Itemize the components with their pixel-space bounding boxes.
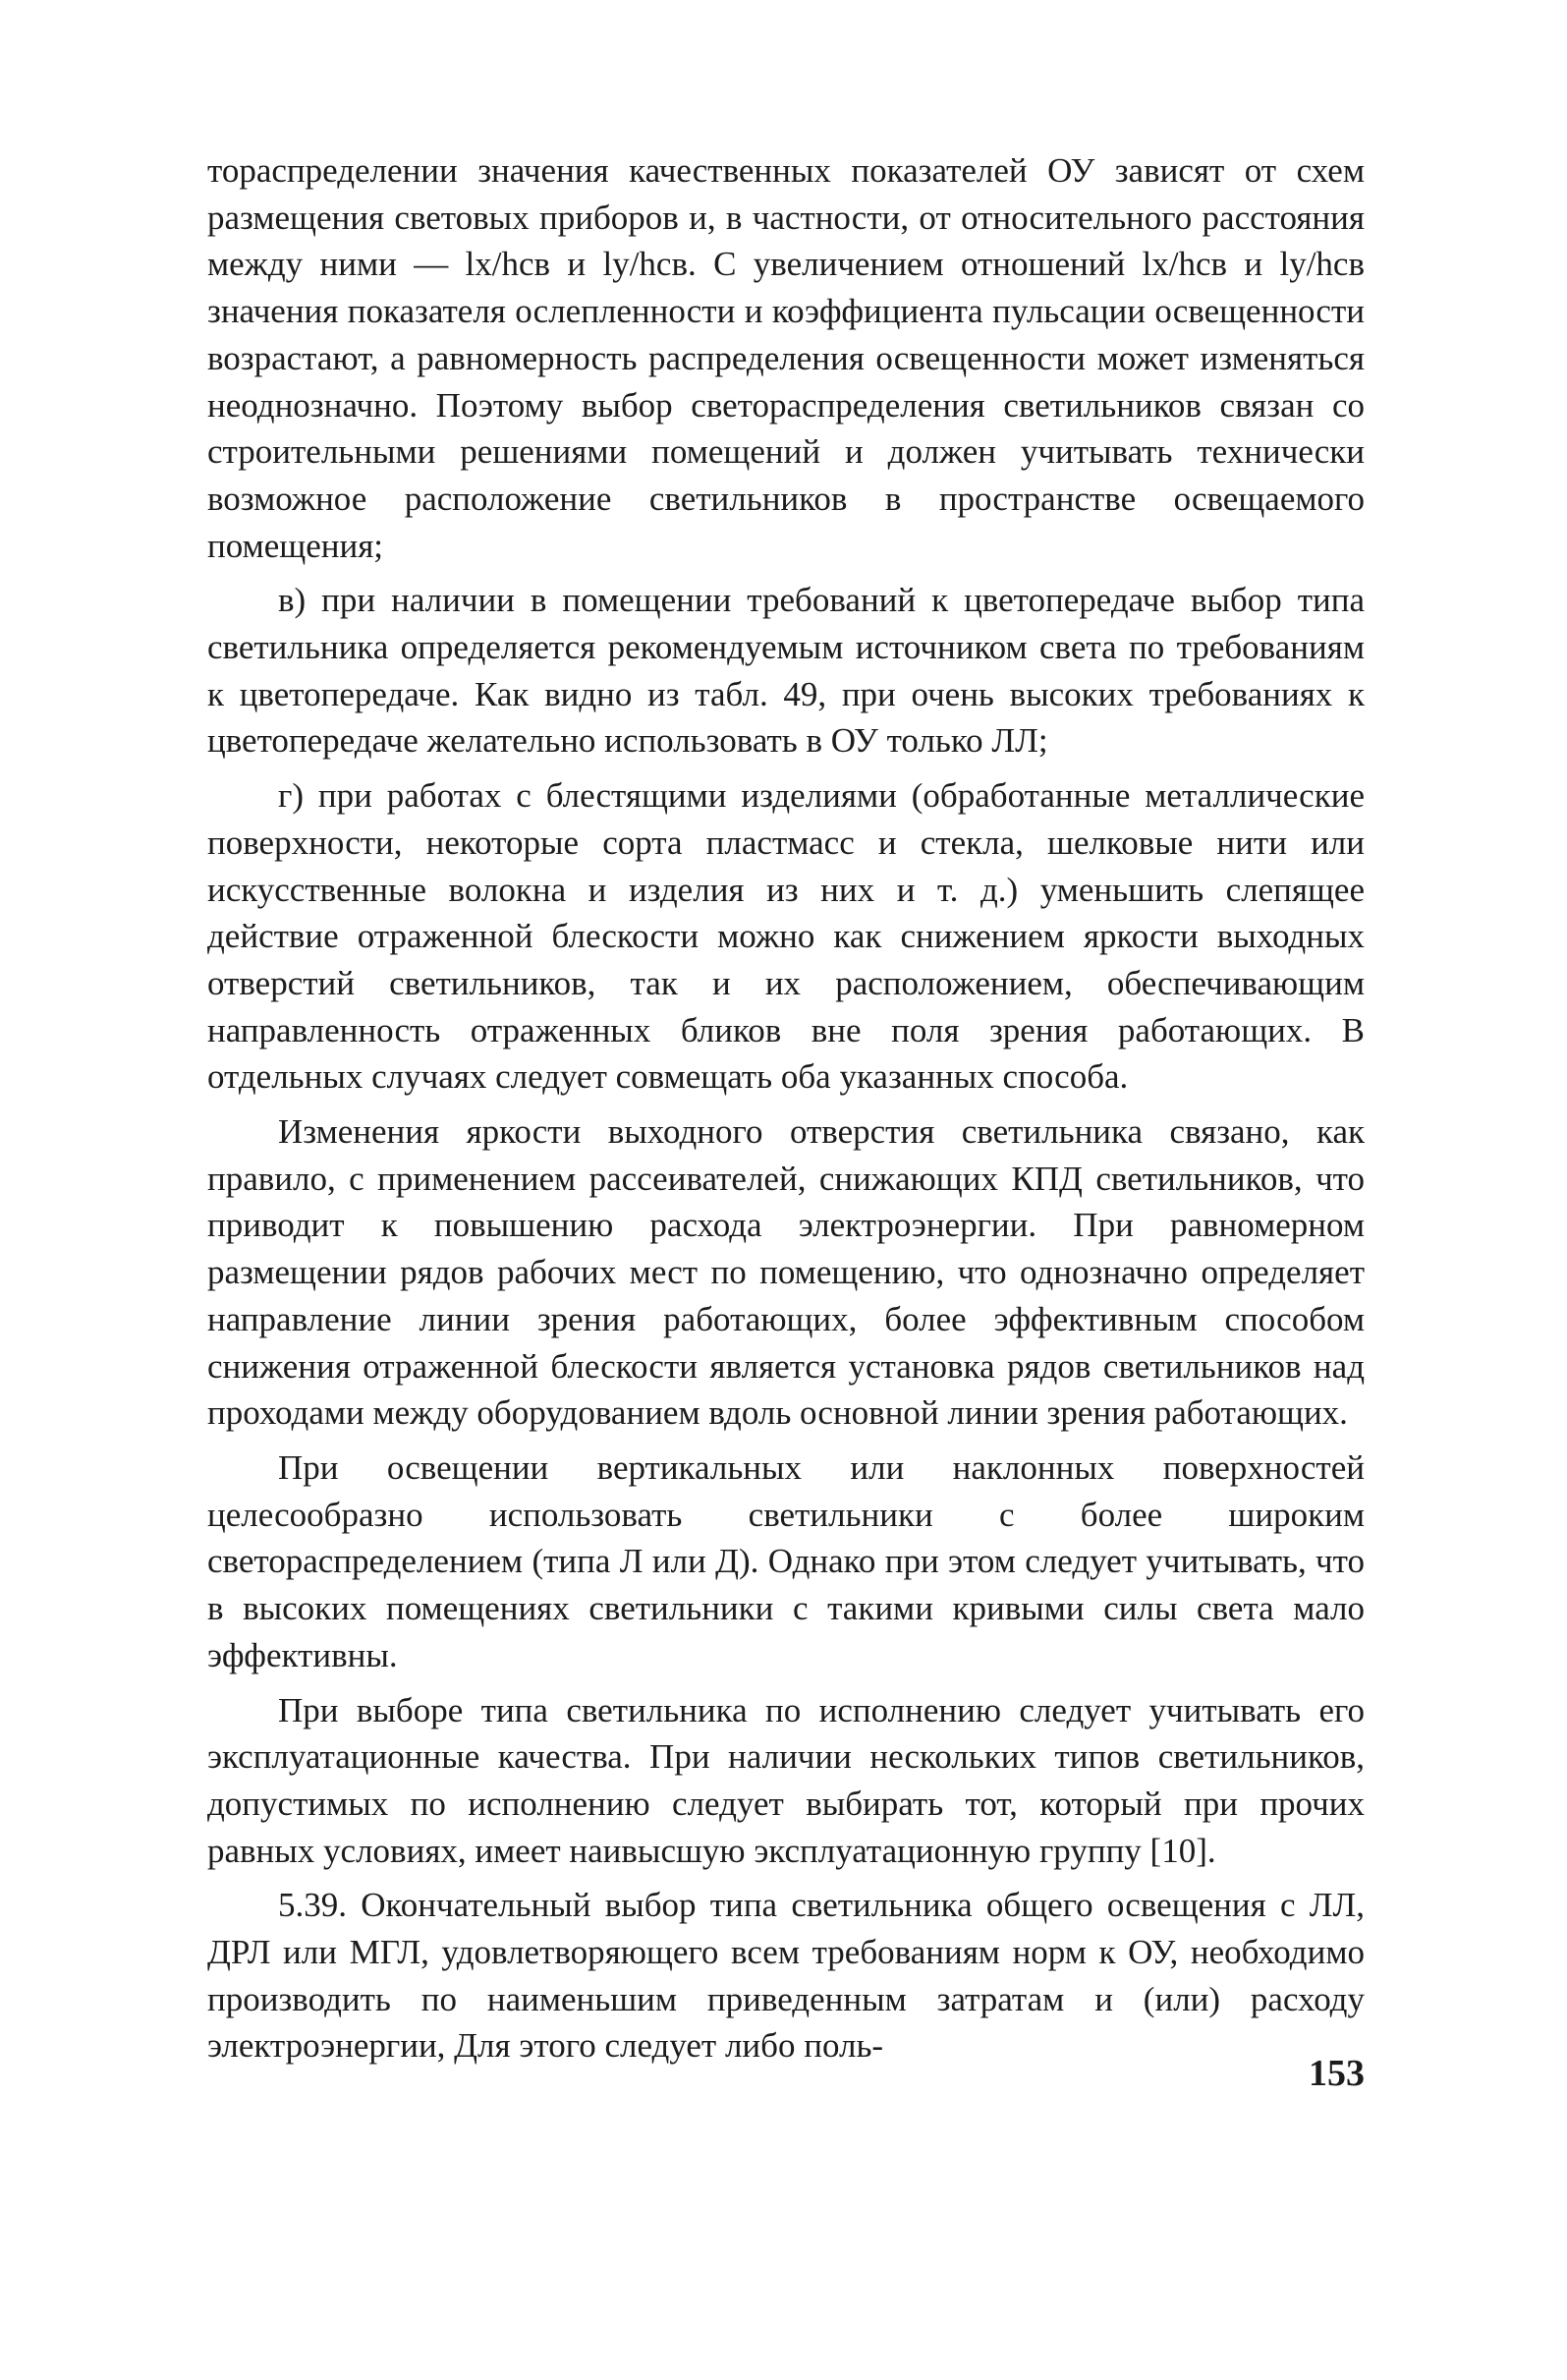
paragraph-brightness: Изменения яркости выходного отверстия светильника связано, как правило, с применением рассеивателей, снижающих КПД светильников, что приводит к повышению расхода электроэнергии. При равномерном размещении рядов рабочих мест по помещению, что однозначно определяет направление линии зрения работающих, более эффективным способом снижения отраженной блескости является установка рядов светильников над проходами между оборудованием вдоль основной линии зрения работающих.: [207, 1112, 1365, 1433]
paragraph-vertical-surfaces: При освещении вертикальных или наклонных поверхностей целесообразно использовать светильники с более широким светораспределением (типа Л или Д). Однако при этом следует учитывать, что в высоких помещениях светильники с такими кривыми силы света мало эффективны.: [207, 1447, 1365, 1674]
paragraph-execution-type: При выборе типа светильника по исполнению следует учитывать его эксплуатационные качества. При наличии нескольких типов светильников, допустимых по исполнению следует выбирать тот, который при прочих равных условиях, имеет наивысшую эксплуатационную группу [10].: [207, 1690, 1365, 1870]
paragraph-section-5-39: 5.39. Окончательный выбор типа светильника общего освещения с ЛЛ, ДРЛ или МГЛ, удовлетворяющего всем требованиям норм к ОУ, необходимо производить по наименьшим приведенным затратам и (или) расходу электроэнергии, Для этого следует либо поль-: [207, 1886, 1365, 2066]
paragraph-continuation: тораспределении значения качественных показателей ОУ зависят от схем размещения световых приборов и, в частности, от относительного расстояния между ними — lx/hсв и ly/hсв. С увеличением отношений lx/hсв и ly/hсв значения показателя ослепленности и коэффициента пульсации освещенности возрастают, а равномерность распределения освещенности может изменяться неоднозначно. Поэтому выбор светораспределения светильников связан со строительными решениями помещений и должен учитывать технически возможное расположение светильников в пространстве освещаемого помещения;: [207, 151, 1365, 565]
page-number: 153: [1309, 2053, 1365, 2094]
page-body: [207, 147, 1365, 2069]
paragraph-item-g: г) при работах с блестящими изделиями (обработанные металлические поверхности, некоторые сорта пластмасс и стекла, шелковые нити или искусственные волокна и изделия из них и т. д.) уменьшить слепящее действие отраженной блескости можно как снижением яркости выходных отверстий светильников, так и их расположением, обеспечивающим направленность отраженных бликов вне поля зрения работающих. В отдельных случаях следует совмещать оба указанных способа.: [207, 776, 1365, 1097]
paragraph-item-v: в) при наличии в помещении требований к цветопередаче выбор типа светильника определяется рекомендуемым источником света по требованиям к цветопередаче. Как видно из табл. 49, при очень высоких требованиях к цветопередаче желательно использовать в ОУ только ЛЛ;: [207, 581, 1365, 761]
